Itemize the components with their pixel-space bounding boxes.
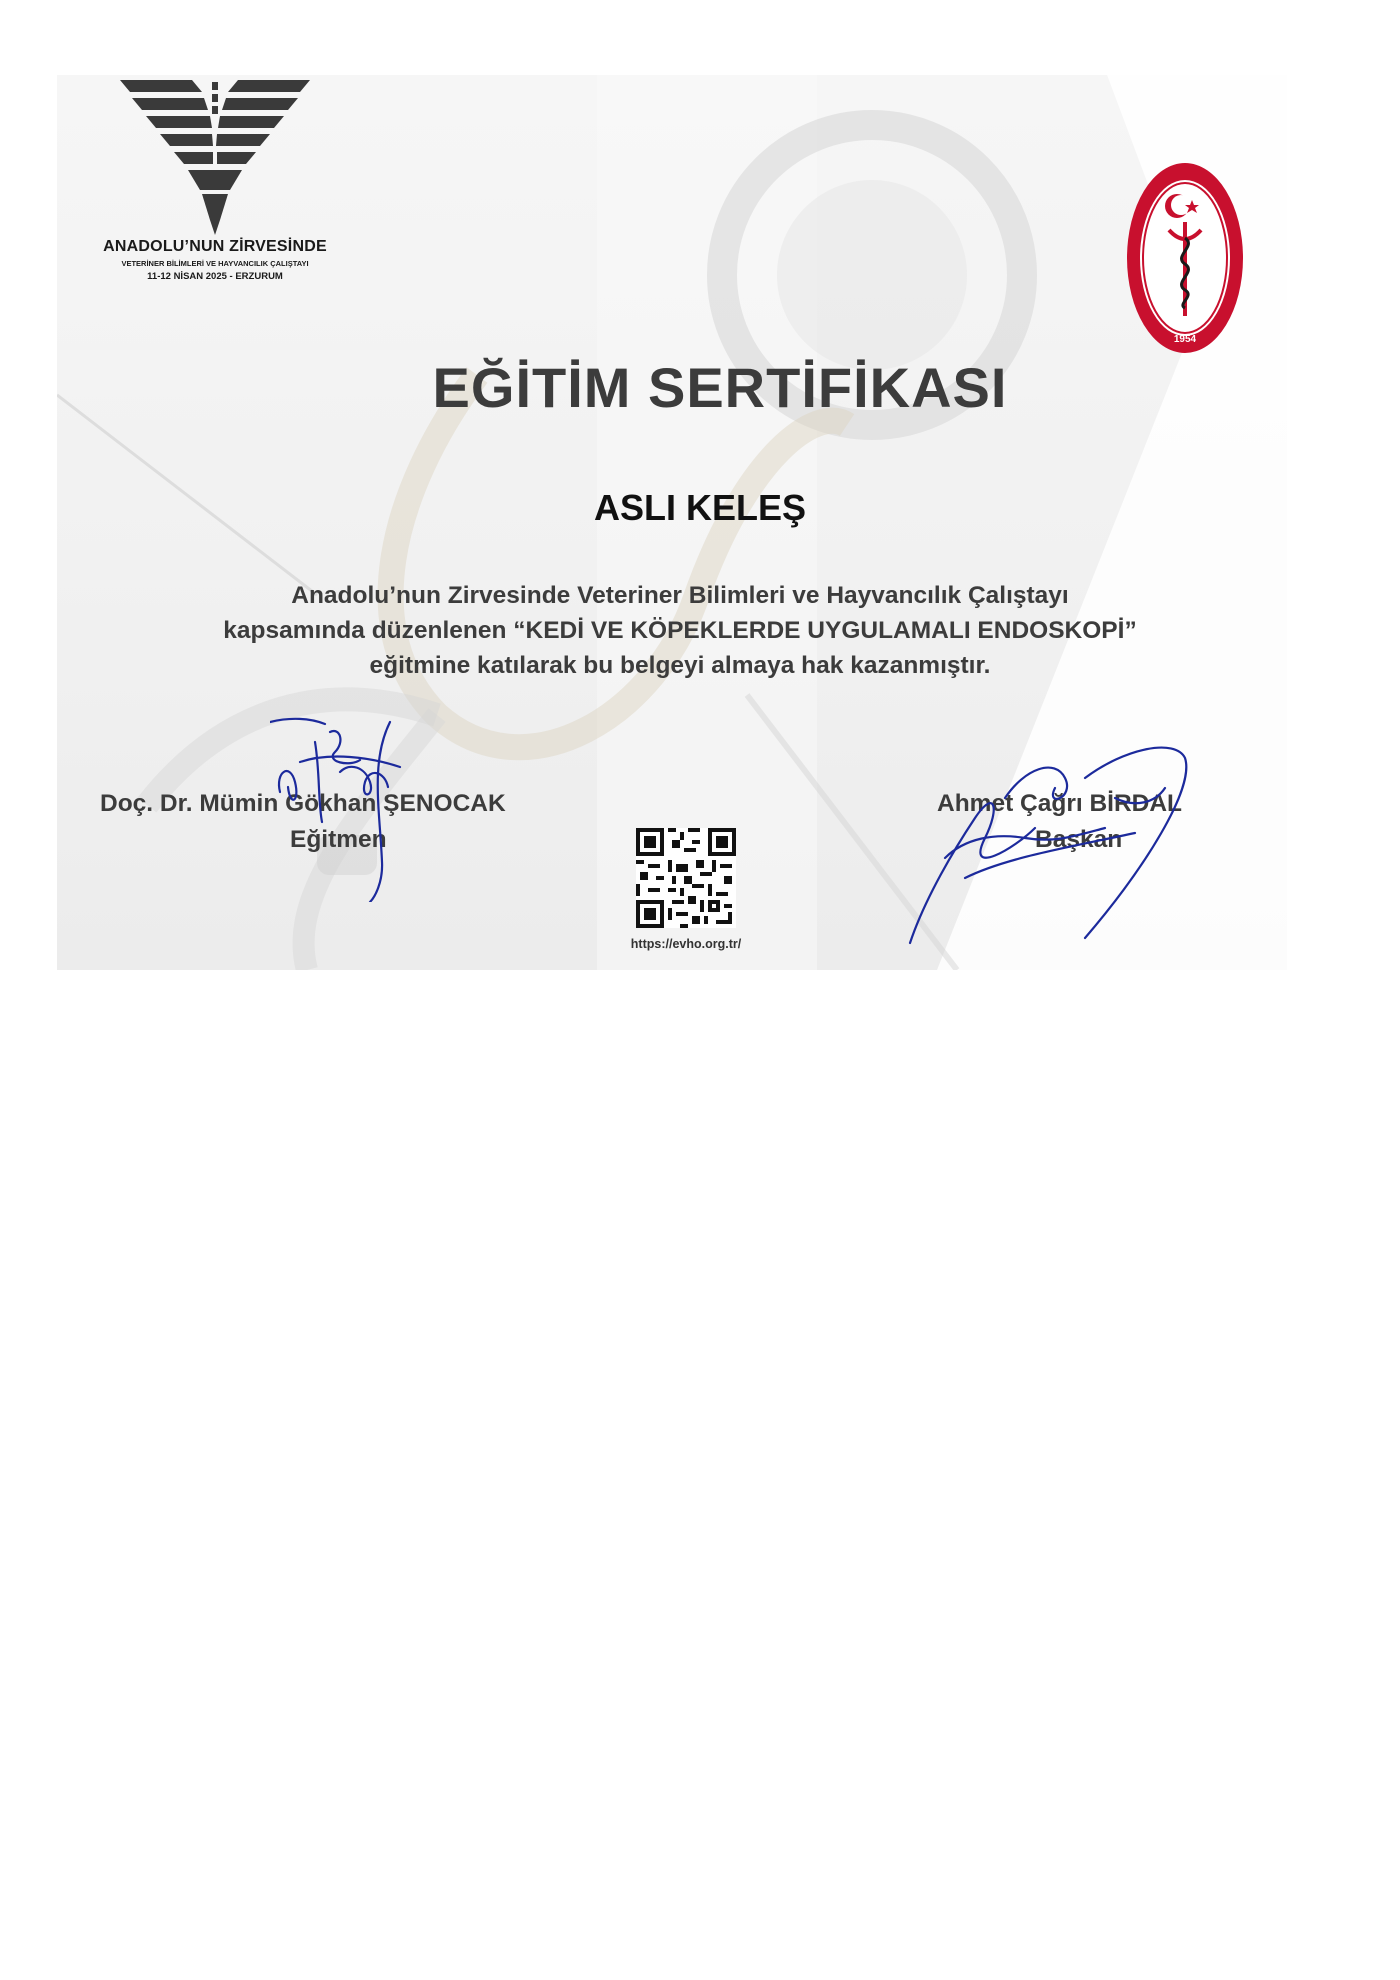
trainer-signature xyxy=(270,712,420,902)
body-line: eğitmine katılarak bu belgeyi almaya hak kazanmıştır. xyxy=(369,652,991,679)
president-signature xyxy=(905,738,1205,948)
certificate-title: EĞİTİM SERTİFİKASI xyxy=(432,356,1008,419)
trainer-role: Eğitmen xyxy=(290,826,387,853)
logo-title: ANADOLU’NUN ZİRVESİNDE xyxy=(103,238,327,255)
trainer-name: Doç. Dr. Mümin Gökhan ŞENOCAK xyxy=(100,790,506,817)
svg-text:1954: 1954 xyxy=(1173,334,1197,345)
logo-date: 11-12 NİSAN 2025 - ERZURUM xyxy=(147,271,283,282)
president-role: Başkan xyxy=(1035,826,1123,853)
logo-subtitle: VETERİNER BİLİMLERİ VE HAYVANCILIK ÇALIŞTAYI xyxy=(121,259,309,268)
body-line: Anadolu’nun Zirvesinde Veteriner Bilimleri ve Hayvancılık Çalıştayı xyxy=(291,582,1069,609)
event-logo xyxy=(80,80,350,370)
certificate-body xyxy=(0,578,1360,683)
recipient-name: ASLI KELEŞ xyxy=(593,487,807,528)
veterinary-chamber-seal-icon xyxy=(1125,158,1245,358)
body-line: kapsamında düzenlenen “KEDİ VE KÖPEKLERDE UYGULAMALI ENDOSKOPİ” xyxy=(223,617,1137,644)
wing-pen-logo-icon xyxy=(120,80,310,235)
president-name: Ahmet Çağrı BİRDAL xyxy=(937,790,1183,817)
verification-qr-code[interactable] xyxy=(636,828,736,928)
verification-url[interactable]: https://evho.org.tr/ xyxy=(630,937,742,951)
